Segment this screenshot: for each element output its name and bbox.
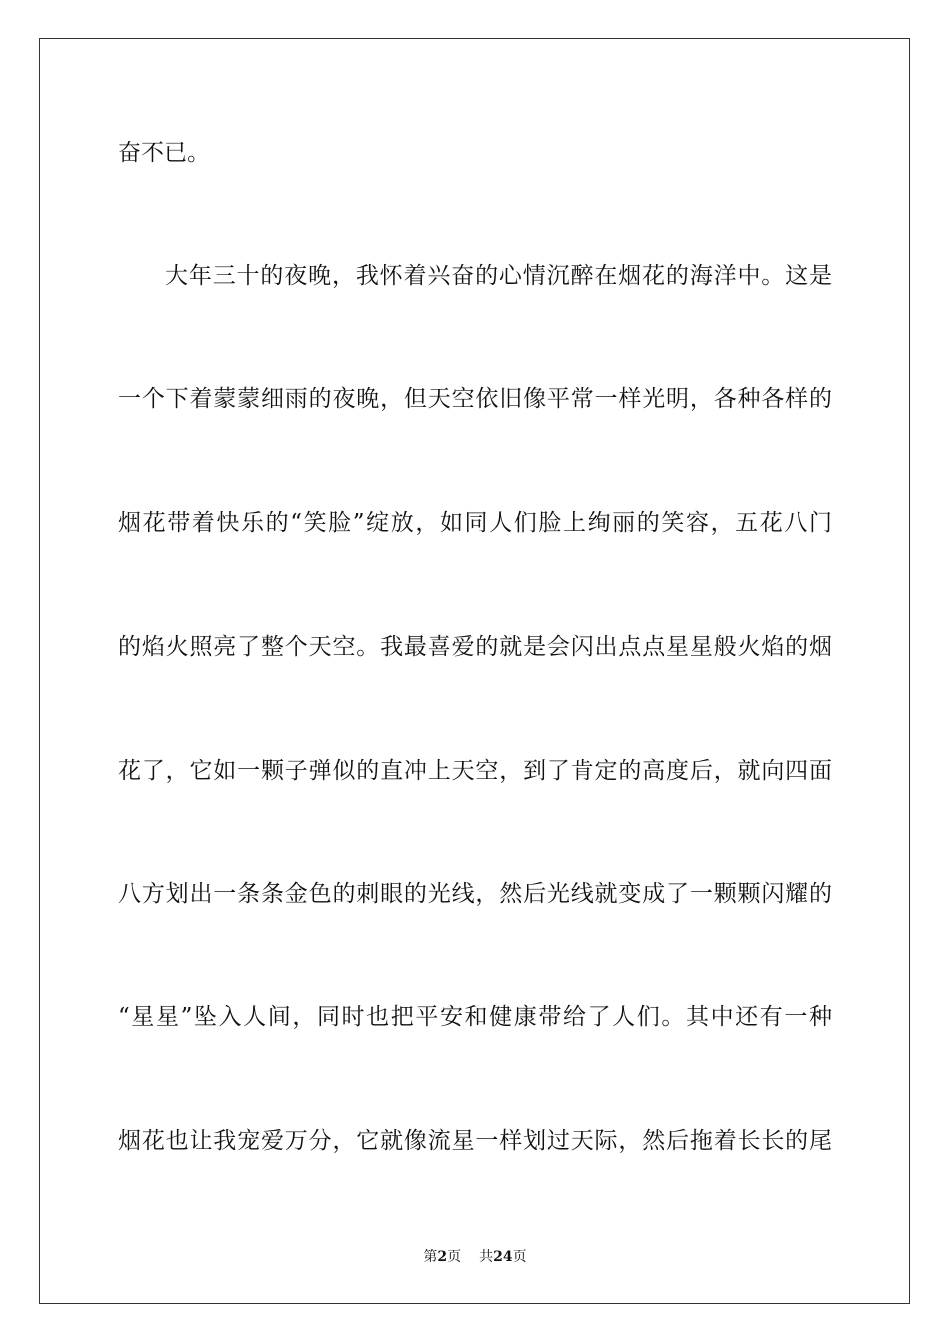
text-line: 奋不已。 (118, 140, 210, 166)
text-line: 一个下着蒙蒙细雨的夜晚，但天空依旧像平常一样光明，各种各样的 (118, 386, 832, 412)
text-line: 烟花带着快乐的“笑脸”绽放，如同人们脸上绚丽的笑容，五花八门 (118, 510, 832, 536)
page-suffix: 页 (447, 1249, 462, 1265)
page-footer (0, 1248, 950, 1266)
text-line: 烟花也让我宠爱万分，它就像流星一样划过天际，然后拖着长长的尾 (118, 1128, 832, 1154)
text-line: 大年三十的夜晚，我怀着兴奋的心情沉醉在烟花的海洋中。这是 (165, 263, 832, 289)
text-line: 花了，它如一颗子弹似的直冲上天空，到了肯定的高度后，就向四面 (118, 758, 832, 784)
text-line: 的焰火照亮了整个天空。我最喜爱的就是会闪出点点星星般火焰的烟 (118, 634, 832, 660)
total-prefix: 共 (479, 1249, 494, 1265)
total-suffix: 页 (512, 1249, 527, 1265)
total-pages: 24 (493, 1249, 513, 1265)
text-line: “星星”坠入人间，同时也把平安和健康带给了人们。其中还有一种 (118, 1004, 832, 1030)
page-prefix: 第 (423, 1249, 438, 1265)
page-number: 2 (437, 1249, 448, 1265)
text-line: 八方划出一条条金色的刺眼的光线，然后光线就变成了一颗颗闪耀的 (118, 881, 832, 907)
page-border (39, 38, 910, 1304)
